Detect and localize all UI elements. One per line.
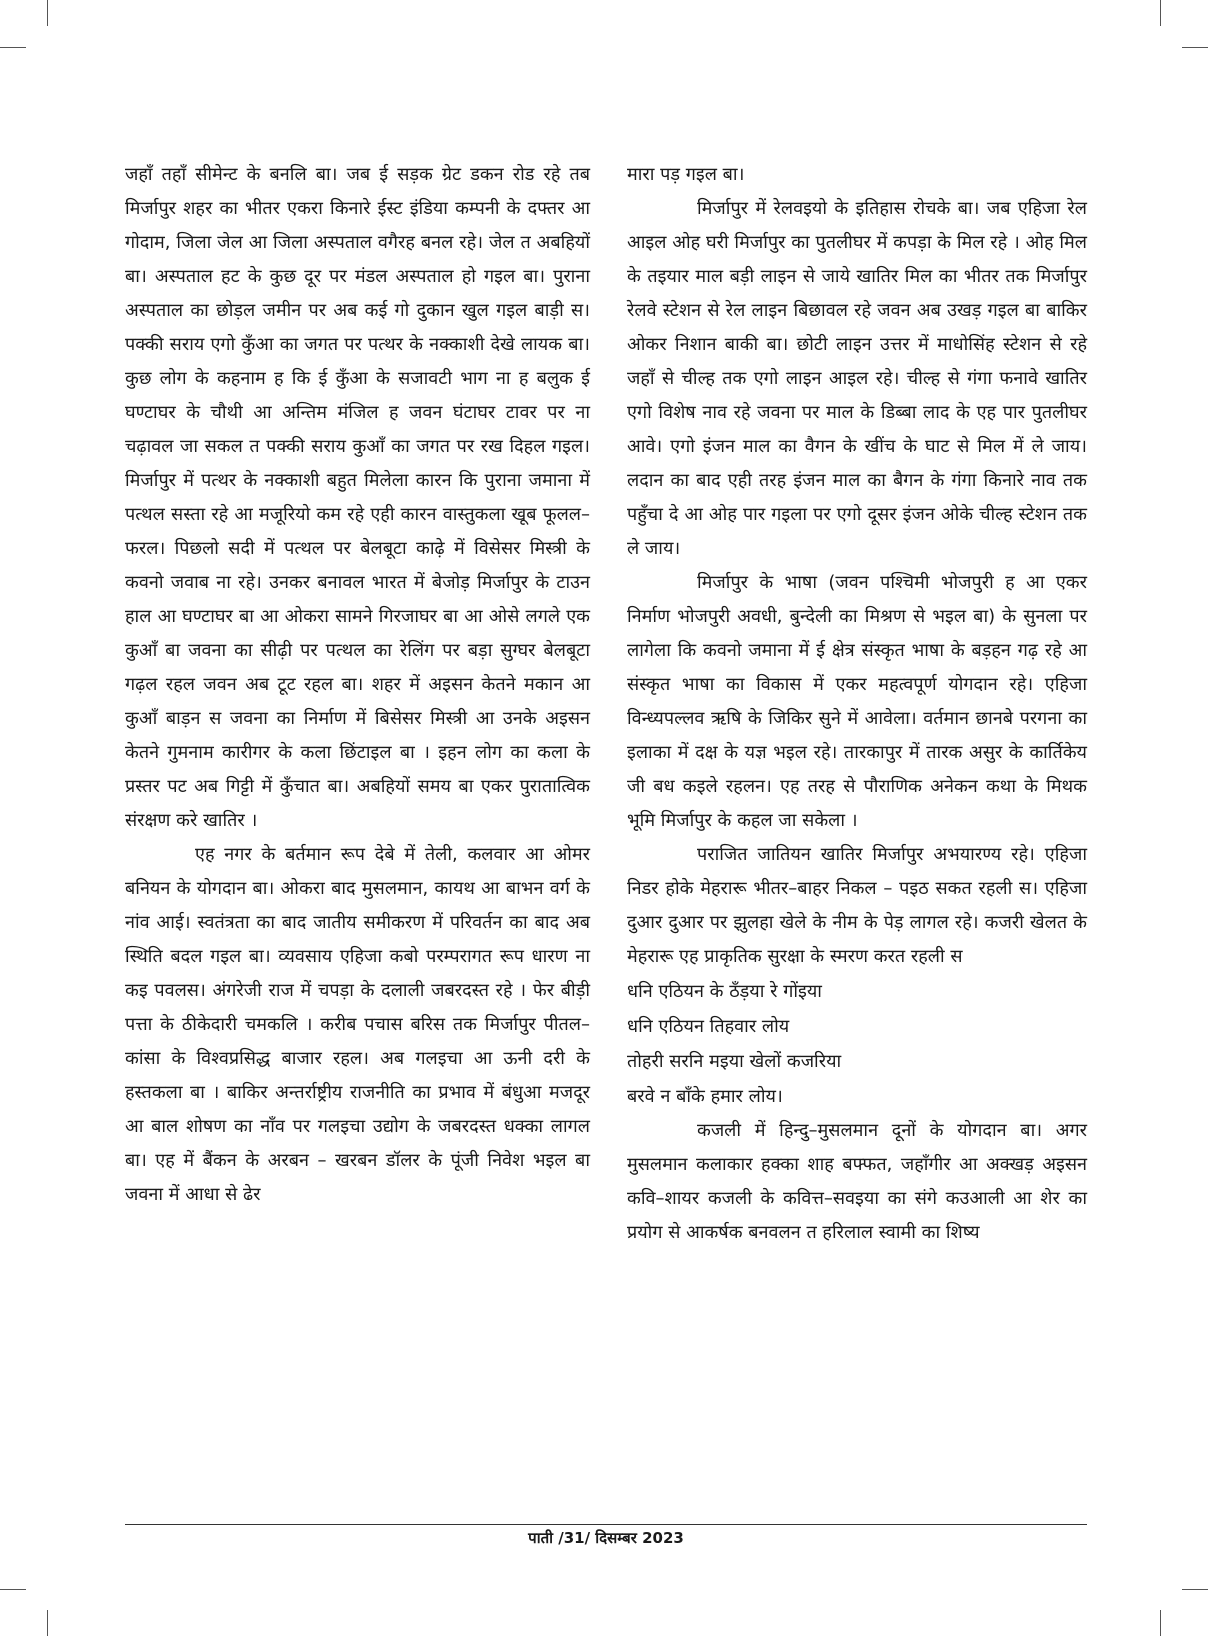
paragraph: पराजित जातियन खातिर मिर्जापुर अभयारण्य रहे। एहिजा निडर होके मेहरारू भीतर–बाहर निकल – पइठ सकत रहली स। एहिजा दुआर दुआर पर झुलहा खेले के नीम के पेड़ लागल रहे। कजरी खेलत के मेहरारू एह प्राकृतिक सुरक्षा के स्मरण करत रहली स — [627, 844, 1087, 967]
crop-mark — [0, 47, 26, 48]
crop-mark — [1160, 0, 1161, 26]
footer-rule — [125, 1524, 1087, 1525]
page-footer: पाती /31/ दिसम्बर 2023 — [528, 1529, 684, 1547]
crop-mark — [47, 0, 48, 26]
crop-mark — [1182, 47, 1208, 48]
crop-mark — [1182, 1589, 1208, 1590]
crop-mark — [1160, 1610, 1161, 1636]
paragraph: मिर्जापुर के भाषा (जवन पश्चिमी भोजपुरी ह आ एकर निर्माण भोजपुरी अवधी, बुन्देली का मिश्रण से भइल बा) के सुनला पर लागेला कि कवनो जमाना में ई क्षेत्र संस्कृत भाषा के बड़हन गढ़ रहे आ संस्कृत भाषा का विकास में एकर महत्वपूर्ण योगदान रहे। एहिजा विन्ध्यपल्लव ऋषि के जिकिर सुने में आवेला। वर्तमान छानबे परगना का इलाका में दक्ष के यज्ञ भइल रहे। तारकापुर में तारक असुर के कार्तिकेय जी बध कइले रहलन। एह तरह से पौराणिक अनेकन कथा के मिथक भूमि मिर्जापुर के कहल जा सकेला । — [627, 572, 1087, 831]
left-column — [125, 158, 590, 1212]
verse-line: धनि एठियन तिहवार लोय — [627, 1016, 790, 1037]
crop-mark — [47, 1610, 48, 1636]
paragraph: मिर्जापुर में रेलवइयो के इतिहास रोचके बा। जब एहिजा रेल आइल ओह घरी मिर्जापुर का पुतलीघर में कपड़ा के मिल रहे । ओह मिल के तइयार माल बड़ी लाइन से जाये खातिर मिल का भीतर तक मिर्जापुर रेलवे स्टेशन से रेल लाइन बिछावल रहे जवन अब उखड़ गइल बा बाकिर ओकर निशान बाकी बा। छोटी लाइन उत्तर में माधोसिंह स्टेशन से रहे जहाँ से चील्ह तक एगो लाइन आइल रहे। चील्ह से गंगा फनावे खातिर एगो विशेष नाव रहे जवना पर माल के डिब्बा लाद के एह पार पुतलीघर आवे। एगो इंजन माल का वैगन के खींच के घाट से मिल में ले जाय। लदान का बाद एही तरह इंजन माल का बैगन के गंगा किनारे नाव तक पहुँचा दे आ ओह पार गइला पर एगो दूसर इंजन ओके चील्ह स्टेशन तक ले जाय। — [627, 198, 1087, 559]
paragraph: मारा पड़ गइल बा। — [627, 164, 745, 185]
paragraph: एह नगर के बर्तमान रूप देबे में तेली, कलवार आ ओमर बनियन के योगदान बा। ओकरा बाद मुसलमान, कायथ आ बाभन वर्ग के नांव आई। स्वतंत्रता का बाद जातीय समीकरण में परिवर्तन का बाद अब स्थिति बदल गइल बा। व्यवसाय एहिजा कबो परम्परागत रूप धारण ना कइ पवलस। अंगरेजी राज में चपड़ा के दलाली जबरदस्त रहे । फेर बीड़ी पत्ता के ठीकेदारी चमकलि । करीब पचास बरिस तक मिर्जापुर पीतल– कांसा के विश्वप्रसिद्ध बाजार रहल। अब गलइचा आ ऊनी दरी के हस्तकला बा । बाकिर अन्तर्राष्ट्रीय राजनीति का प्रभाव में बंधुआ मजदूर आ बाल शोषण का नाँव पर गलइचा उद्योग के जबरदस्त धक्का लागल बा। एह में बैंकन के अरबन – खरबन डॉलर के पूंजी निवेश भइल बा जवना में आधा से ढेर — [125, 844, 590, 1205]
crop-mark — [0, 1589, 26, 1590]
verse-line: बरवे न बाँके हमार लोय। — [627, 1086, 783, 1107]
right-column — [627, 158, 1087, 1250]
verse-line: तोहरी सरनि मइया खेलों कजरिया — [627, 1051, 842, 1072]
paragraph: कजली में हिन्दु–मुसलमान दूनों के योगदान बा। अगर मुसलमान कलाकार हक्का शाह बफ्फत, जहाँगीर आ अक्खड़ अइसन कवि–शायर कजली के कवित्त–सवइया का संगे कउआली आ शेर का प्रयोग से आकर्षक बनवलन त हरिलाल स्वामी का शिष्य — [627, 1120, 1087, 1243]
verse-line: धनि एठियन के ठँड़या रे गोंइया — [627, 981, 822, 1002]
paragraph: जहाँ तहाँ सीमेन्ट के बनलि बा। जब ई सड़क ग्रेट डकन रोड रहे तब मिर्जापुर शहर का भीतर एकरा किनारे ईस्ट इंडिया कम्पनी के दफ्तर आ गोदाम, जिला जेल आ जिला अस्पताल वगैरह बनल रहे। जेल त अबहियों बा। अस्पताल हट के कुछ दूर पर मंडल अस्पताल हो गइल बा। पुराना अस्पताल का छोड़ल जमीन पर अब कई गो दुकान खुल गइल बाड़ी स। पक्की सराय एगो कुँआ का जगत पर पत्थर के नक्काशी देखे लायक बा। कुछ लोग के कहनाम ह कि ई कुँआ के सजावटी भाग ना ह बलुक ई घण्टाघर के चौथी आ अन्तिम मंजिल ह जवन घंटाघर टावर पर ना चढ़ावल जा सकल त पक्की सराय कुआँ का जगत पर रख दिहल गइल। मिर्जापुर में पत्थर के नक्काशी बहुत मिलेला कारन कि पुराना जमाना में पत्थल सस्ता रहे आ मजूरियो कम रहे एही कारन वास्तुकला खूब फूलल–फरल। पिछलो सदी में पत्थल पर बेलबूटा काढ़े में विसेसर मिस्त्री के कवनो जवाब ना रहे। उनकर बनावल भारत में बेजोड़ मिर्जापुर के टाउन हाल आ घण्टाघर बा आ ओकरा सामने गिरजाघर बा आ ओसे लगले एक कुआँ बा जवना का सीढ़ी पर पत्थल का रेलिंग पर बड़ा सुग्घर बेलबूटा गढ़ल रहल जवन अब टूट रहल बा। शहर में अइसन केतने मकान आ कुआँ बाड़न स जवना का निर्माण में बिसेसर मिस्त्री आ उनके अइसन केतने गुमनाम कारीगर के कला छिंटाइल बा । इहन लोग का कला के प्रस्तर पट अब गिट्टी में कुँचात बा। अबहियों समय बा एकर पुरातात्विक संरक्षण करे खातिर । — [125, 164, 591, 831]
